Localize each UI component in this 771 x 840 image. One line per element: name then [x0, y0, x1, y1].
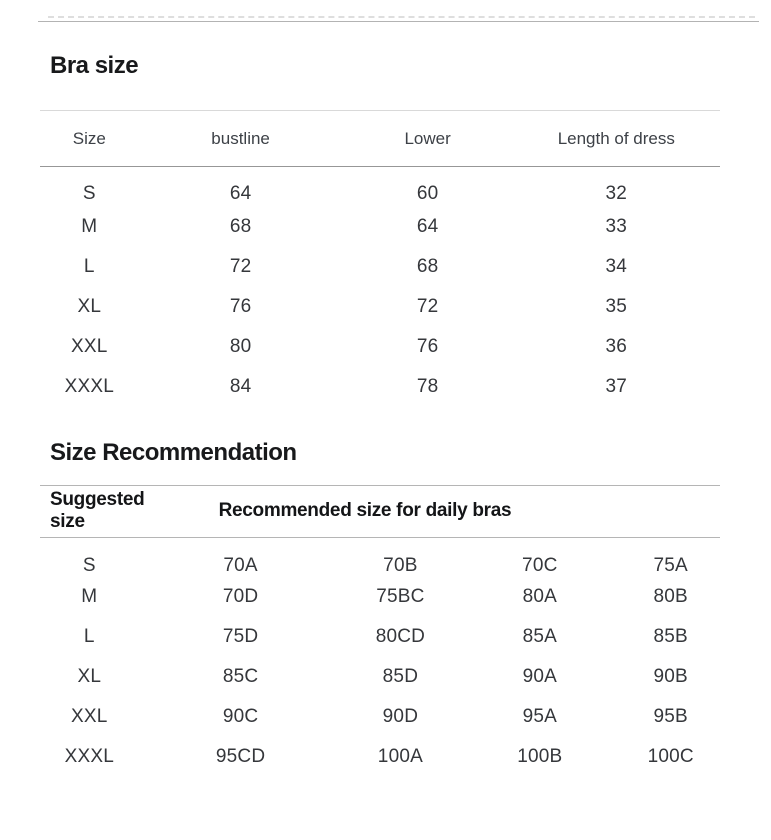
size-recommendation-heading: Size Recommendation — [50, 438, 297, 466]
table-cell: 34 — [605, 255, 628, 277]
size-recommendation-table — [40, 485, 720, 778]
table-cell: 64 — [416, 215, 439, 237]
table-cell: 76 — [416, 335, 439, 357]
table-cell: M — [81, 586, 98, 607]
bra-size-header-row — [40, 111, 720, 167]
table-cell: 75D — [222, 626, 259, 647]
table-cell: 85C — [222, 666, 259, 687]
table-cell: 36 — [605, 335, 628, 357]
table-row — [40, 367, 720, 407]
table-row — [40, 657, 720, 697]
table-cell: 68 — [229, 215, 252, 237]
table-cell: 95B — [653, 706, 688, 727]
table-cell: 75BC — [376, 586, 425, 607]
bra-size-table — [40, 110, 720, 407]
bra-size-col-header-bustline: bustline — [139, 111, 343, 167]
table-cell: XXL — [71, 706, 108, 727]
table-cell: 85A — [522, 626, 557, 647]
table-cell: 90C — [222, 706, 259, 727]
table-cell: 70D — [222, 586, 259, 607]
table-cell: 60 — [416, 182, 439, 204]
table-cell: 90B — [653, 666, 688, 687]
table-cell: 100C — [647, 746, 694, 767]
table-cell: 80B — [653, 586, 688, 607]
table-row — [40, 207, 720, 247]
table-row — [40, 287, 720, 327]
table-cell: XL — [77, 666, 102, 687]
bra-size-col-header-size: Size — [40, 111, 139, 167]
table-row — [40, 577, 720, 617]
table-cell: M — [81, 215, 98, 237]
table-cell: 100A — [377, 746, 423, 767]
table-cell: S — [82, 182, 96, 204]
table-cell: 90A — [522, 666, 557, 687]
size-chart-page — [0, 16, 771, 840]
table-row — [40, 697, 720, 737]
suggested-size-col-header: Suggested size — [40, 485, 139, 537]
table-cell: 68 — [416, 255, 439, 277]
table-cell: 80 — [229, 335, 252, 357]
table-row — [40, 537, 720, 577]
bra-size-col-header-length: Length of dress — [513, 111, 720, 167]
table-cell: XXL — [71, 335, 108, 357]
table-row — [40, 167, 720, 207]
table-cell: 95CD — [215, 746, 266, 767]
size-recommendation-header-row — [40, 485, 720, 537]
bra-size-col-header-lower: Lower — [343, 111, 513, 167]
top-dashed-divider — [48, 16, 755, 18]
table-cell: 64 — [229, 182, 252, 204]
table-row — [40, 247, 720, 287]
table-cell: 70B — [383, 554, 418, 576]
table-cell: 100B — [517, 746, 563, 767]
top-solid-divider — [38, 21, 759, 22]
table-cell: XL — [77, 295, 102, 317]
table-cell: 75A — [653, 554, 688, 576]
table-cell: XXXL — [64, 746, 114, 767]
table-cell: 72 — [416, 295, 439, 317]
table-row — [40, 737, 720, 777]
table-row — [40, 327, 720, 367]
table-cell: XXXL — [64, 375, 114, 397]
table-cell: 90D — [382, 706, 419, 727]
table-cell: 85D — [382, 666, 419, 687]
table-cell: 76 — [229, 295, 252, 317]
table-cell: 70C — [522, 554, 558, 576]
table-cell: 33 — [605, 215, 628, 237]
table-cell: 80A — [522, 586, 557, 607]
table-cell: 78 — [416, 375, 439, 397]
table-cell: 85B — [653, 626, 688, 647]
table-cell: 37 — [605, 375, 628, 397]
table-cell: L — [83, 626, 95, 647]
table-cell: L — [83, 255, 95, 277]
table-row — [40, 617, 720, 657]
table-cell: S — [82, 554, 96, 576]
table-cell: 95A — [522, 706, 557, 727]
table-cell: 84 — [229, 375, 252, 397]
recommended-size-col-header: Recommended size for daily bras — [139, 485, 720, 537]
table-cell: 35 — [605, 295, 628, 317]
table-cell: 32 — [605, 182, 628, 204]
table-cell: 80CD — [375, 626, 426, 647]
table-cell: 70A — [223, 554, 258, 576]
table-cell: 72 — [229, 255, 252, 277]
bra-size-heading: Bra size — [50, 52, 139, 79]
